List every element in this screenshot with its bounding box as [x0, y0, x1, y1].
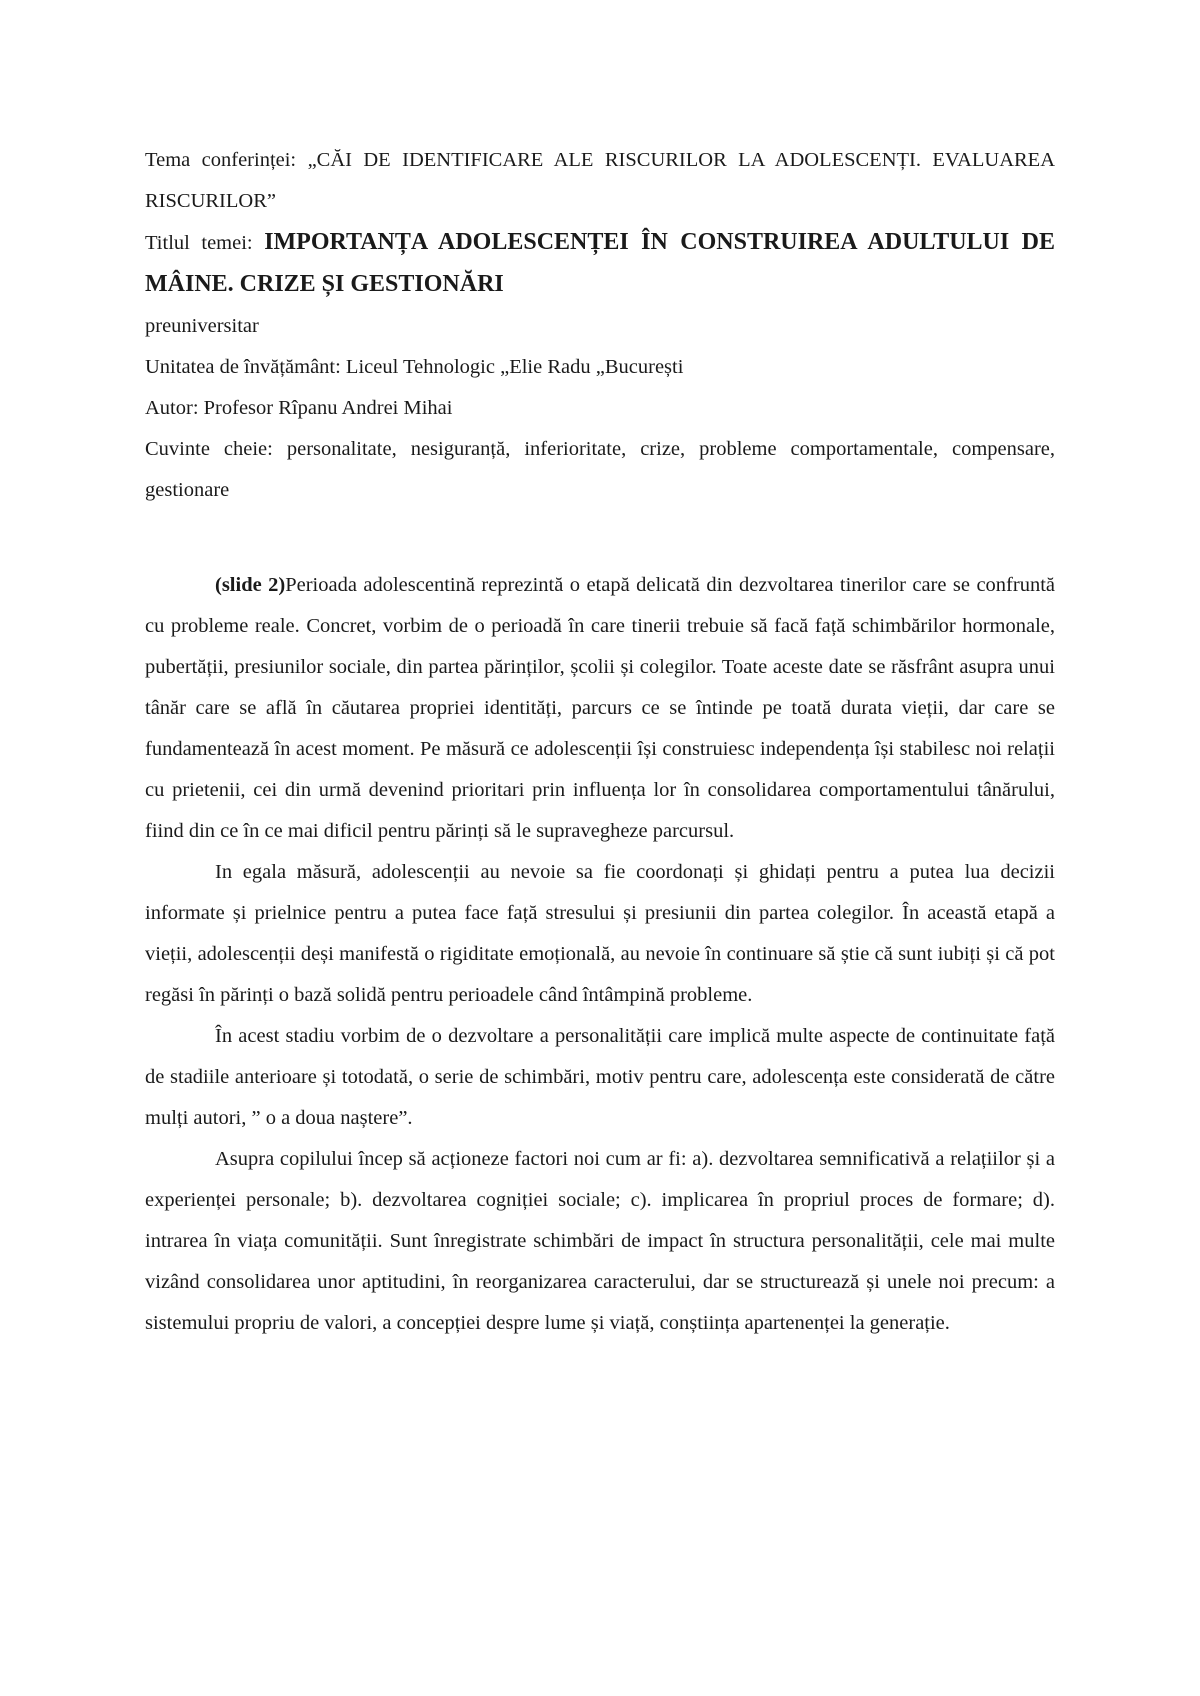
paragraph-4: Asupra copilului încep să acționeze factori noi cum ar fi: a). dezvoltarea semnificativă a relațiilor și a experienței personale; b). dezvoltarea cogniției sociale; c). implicarea în propriul proces de formare; d). intrarea în viața comunității. Sunt înregistrate schimbări de impact în structura personalității, cele mai multe vizând consolidarea unor aptitudini, în reorganizarea caracterului, dar se structurează și unele noi precum: a sistemului propriu de valori, a concepției despre lume și viață, conștiința apartenenței la generație.	[145, 1148, 1055, 1334]
keywords: Cuvinte cheie: personalitate, nesiguranță, inferioritate, crize, probleme comportamentale, compensare, gestionare	[145, 438, 1055, 501]
topic-title-value: IMPORTANȚA ADOLESCENȚEI ÎN CONSTRUIREA ADULTULUI DE MÂINE. CRIZE ȘI GESTIONĂRI	[145, 229, 1055, 297]
paragraph-1	[145, 565, 1055, 852]
document-page	[145, 140, 1055, 1344]
blank-line	[145, 511, 1055, 552]
education-level: preuniversitar	[145, 315, 259, 337]
slide-marker: (slide 2)	[215, 574, 286, 596]
conference-theme-label: Tema conferinței:	[145, 149, 297, 171]
paragraph-1-text: Perioada adolescentină reprezintă o etapă delicată din dezvoltarea tinerilor care se confruntă cu probleme reale. Concret, vorbim de o perioadă în care tinerii trebuie să facă față schimbărilor hormonale, pubertății, presiunilor sociale, din partea părinților, școlii și colegilor. Toate aceste date se răsfrânt asupra unui tânăr care se află în căutarea propriei identități, parcurs ce se întinde pe toată durata vieții, dar care se fundamentează în acest moment. Pe măsură ce adolescenții își construiesc independența își stabilesc noi relații cu prietenii, cei din urmă devenind prioritari prin influența lor în consolidarea comportamentului tânărului, fiind din ce în ce mai dificil pentru părinți să le supravegheze parcursul.	[145, 574, 1055, 842]
paragraph-3: În acest stadiu vorbim de o dezvoltare a personalității care implică multe aspecte de continuitate față de stadiile anterioare și totodată, o serie de schimbări, motiv pentru care, adolescența este considerată de către mulți autori, ” o a doua naștere”.	[145, 1025, 1055, 1129]
conference-theme-value: „CĂI DE IDENTIFICARE ALE RISCURILOR LA ADOLESCENȚI. EVALUAREA RISCURILOR”	[145, 149, 1056, 212]
school-unit: Unitatea de învățământ: Liceul Tehnologic „Elie Radu „București	[145, 356, 684, 378]
author: Autor: Profesor Rîpanu Andrei Mihai	[145, 397, 453, 419]
topic-title-label: Titlul temei:	[145, 232, 253, 254]
conference-theme	[145, 140, 1055, 222]
topic-title	[145, 222, 1055, 306]
paragraph-2: In egala măsură, adolescenții au nevoie sa fie coordonați și ghidați pentru a putea lua decizii informate și prielnice pentru a putea face față stresului și presiunii din partea colegilor. În această etapă a vieții, adolescenții deși manifestă o rigiditate emoțională, au nevoie în continuare să știe că sunt iubiți și că pot regăsi în părinți o bază solidă pentru perioadele când întâmpină probleme.	[145, 861, 1055, 1006]
